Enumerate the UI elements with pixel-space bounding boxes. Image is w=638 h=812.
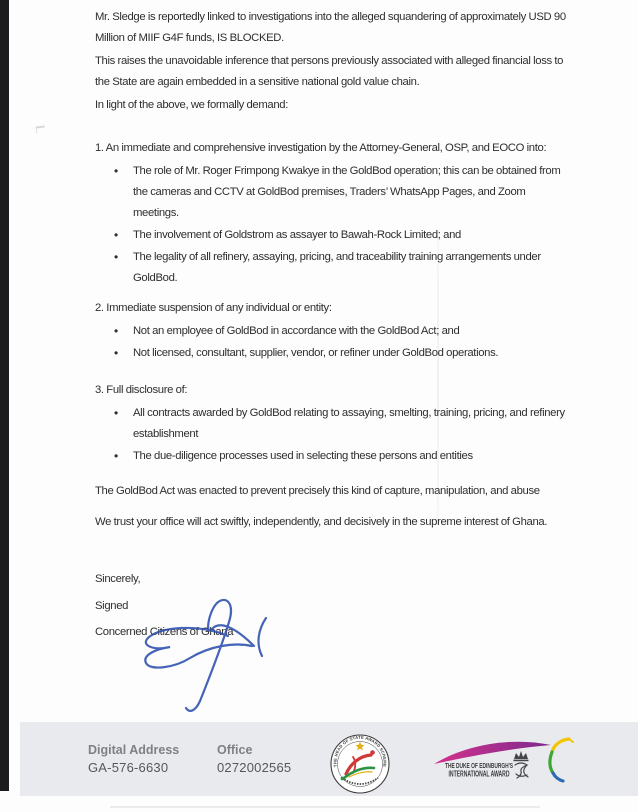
state-award-seal-logo [329,733,391,795]
digital-address-block [88,743,179,775]
paragraph-inference: This raises the unavoidable inference that persons previously associated with alleged financial loss to the State are again embedded in a sensitive national gold value chain. [95,55,564,88]
signed-label: Signed [95,600,129,612]
seal-arc-text: THE HEAD OF STATE AWARD SCHEME [332,734,388,768]
bullet-item: • The due-diligence processes used in selecting these persons and entities [95,446,571,467]
demand-heading-1: 1. An immediate and comprehensive investigation by the Attorney-General, OSP, and EOCO into: [95,142,547,154]
signatory-name: Concerned Citizens of Ghana [95,626,234,638]
crown-cypher-icon [514,751,529,778]
bullet-item: • The legality of all refinery, assaying, pricing, and traceability training arrangements under GoldBod. [95,247,571,289]
salutation: Sincerely, [95,573,141,585]
scan-edge-left [0,0,9,791]
digital-address-value: GA-576-6630 [88,760,169,775]
paragraph-trust: We trust your office will act swiftly, independently, and decisively in the supreme interest of Ghana. [95,516,548,528]
scan-artifact-tick [36,126,46,134]
bullet-item: • All contracts awarded by GoldBod relating to assaying, smelting, training, pricing, and refinery establishment [95,403,571,445]
office-phone-block [217,743,291,775]
duke-award-logo [432,737,578,783]
scan-artifact-bottom-line [110,806,540,808]
duke-logo-line1: THE DUKE OF EDINBURGH'S [445,761,514,770]
paragraph-goldbod-act: The GoldBod Act was enacted to prevent precisely this kind of capture, manipulation, and abuse [95,485,540,497]
paragraph-demand-intro: In light of the above, we formally demand: [95,99,289,111]
digital-address-label: Digital Address [88,743,180,757]
demand-heading-2: 2. Immediate suspension of any individual or entity: [95,302,332,314]
office-label: Office [217,743,253,757]
bullet-item: • The involvement of Goldstrom as assayer to Bawah-Rock Limited; and [95,225,571,246]
letter-body [95,7,571,643]
letterhead-footer [20,722,638,796]
demand-3-bullet-list [95,403,571,467]
office-phone-value: 0272002565 [217,760,292,775]
bullet-item: • The role of Mr. Roger Frimpong Kwakye in the GoldBod operation; this can be obtained from the cameras and CCTV at GoldBod premises, Traders’ WhatsApp Pages, and Zoom meetings. [95,161,571,224]
bullet-item: • Not an employee of GoldBod in accordance with the GoldBod Act; and [95,321,571,342]
demand-heading-3: 3. Full disclosure of: [95,384,188,396]
bird-icon [550,739,573,781]
demand-2-bullet-list [95,321,571,364]
duke-logo-line2: INTERNATIONAL AWARD [448,769,510,779]
demand-1-bullet-list [95,161,571,289]
bullet-item: • Not licensed, consultant, supplier, vendor, or refiner under GoldBod operations. [95,343,571,364]
paragraph-blocked: Mr. Sledge is reportedly linked to investigations into the alleged squandering of approximately USD 90 Million of MIIF G4F funds, IS BLOCKED. [95,11,566,44]
